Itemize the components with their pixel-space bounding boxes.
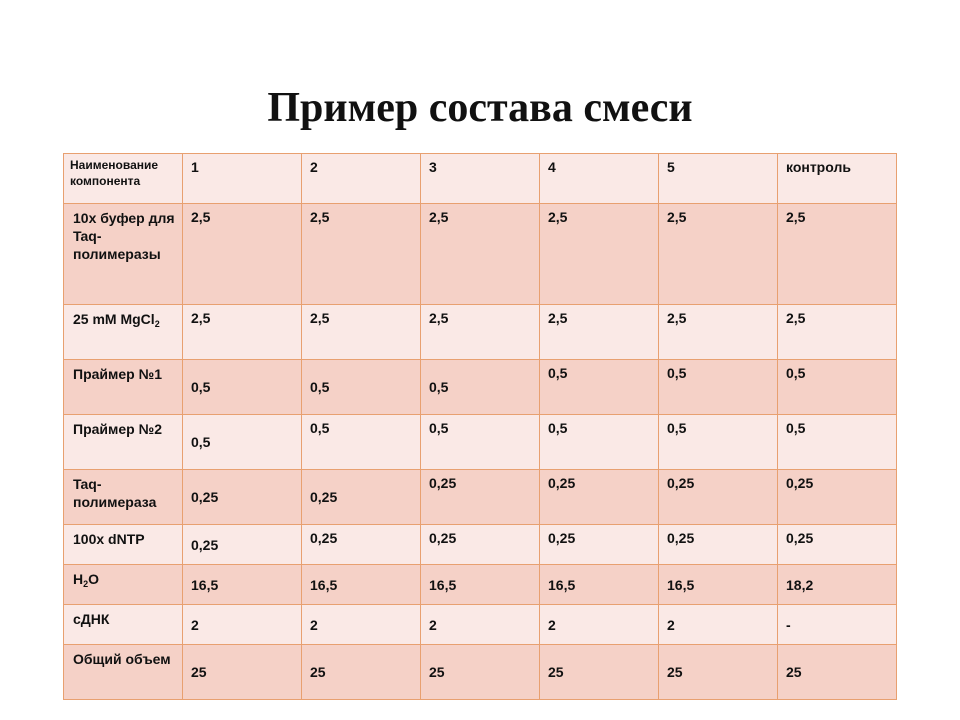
row-component: Общий объем — [64, 645, 183, 700]
table-cell: 0,25 — [183, 525, 302, 565]
table-row — [64, 360, 897, 415]
table-cell: 0,25 — [421, 470, 540, 525]
table-cell: 18,2 — [778, 565, 897, 605]
table-cell: 2 — [302, 605, 421, 645]
table-cell: 0,5 — [302, 415, 421, 470]
table-cell: 0,5 — [659, 360, 778, 415]
row-component: 10х буфер для Taq-полимеразы — [64, 204, 183, 305]
table-cell: 2,5 — [421, 204, 540, 305]
table-cell: 2,5 — [183, 305, 302, 360]
table-cell: 0,5 — [183, 415, 302, 470]
table-cell: 25 — [421, 645, 540, 700]
table-cell: 2,5 — [540, 305, 659, 360]
table-row — [64, 305, 897, 360]
table-cell: 0,25 — [659, 470, 778, 525]
table-cell: 2,5 — [421, 305, 540, 360]
table-cell: 2 — [183, 605, 302, 645]
table-cell: 2,5 — [540, 204, 659, 305]
table-cell: 0,5 — [778, 360, 897, 415]
table-cell: 0,5 — [778, 415, 897, 470]
table-cell: 0,25 — [659, 525, 778, 565]
table-cell: 2,5 — [302, 305, 421, 360]
table-cell: 0,5 — [421, 360, 540, 415]
header-cell: 2 — [302, 154, 421, 204]
table-cell: 0,5 — [421, 415, 540, 470]
table-row — [64, 525, 897, 565]
header-cell: 4 — [540, 154, 659, 204]
table-cell: 2,5 — [778, 305, 897, 360]
row-component: Праймер №2 — [64, 415, 183, 470]
table-cell: 16,5 — [540, 565, 659, 605]
table-cell: 2,5 — [659, 204, 778, 305]
table-row — [64, 605, 897, 645]
header-cell: 5 — [659, 154, 778, 204]
table-cell: 25 — [302, 645, 421, 700]
table-cell: 16,5 — [183, 565, 302, 605]
table-cell: 0,5 — [540, 415, 659, 470]
table-cell: 0,25 — [302, 525, 421, 565]
table-cell: 0,5 — [659, 415, 778, 470]
table-cell: 0,25 — [540, 525, 659, 565]
table-cell: 2 — [421, 605, 540, 645]
table-cell: 2,5 — [778, 204, 897, 305]
table-cell: 0,25 — [302, 470, 421, 525]
header-component: Наименование компонента — [64, 154, 183, 204]
table-cell: 2,5 — [302, 204, 421, 305]
table-cell: 25 — [540, 645, 659, 700]
table-cell: 0,25 — [778, 525, 897, 565]
row-component: $H_2O$ — [64, 565, 183, 605]
table-cell: 16,5 — [302, 565, 421, 605]
header-cell: контроль — [778, 154, 897, 204]
table-cell: 16,5 — [659, 565, 778, 605]
row-component: Taq-полимераза — [64, 470, 183, 525]
table-row — [64, 204, 897, 305]
table-cell: 2,5 — [659, 305, 778, 360]
row-component: 100x dNTP — [64, 525, 183, 565]
table-cell: 25 — [183, 645, 302, 700]
mixture-table — [63, 153, 897, 700]
table-cell: 0,25 — [183, 470, 302, 525]
table-cell: 0,5 — [302, 360, 421, 415]
row-component: Праймер №1 — [64, 360, 183, 415]
header-cell: 3 — [421, 154, 540, 204]
table-cell: - — [778, 605, 897, 645]
table-row — [64, 415, 897, 470]
table-cell: 2 — [540, 605, 659, 645]
row-component: сДНК — [64, 605, 183, 645]
table-cell: 0,25 — [778, 470, 897, 525]
slide-title: Пример состава смеси — [267, 85, 693, 131]
table-cell: 2,5 — [183, 204, 302, 305]
table-cell: 25 — [778, 645, 897, 700]
table-header-row — [64, 154, 897, 204]
table-cell: 0,25 — [540, 470, 659, 525]
table-row — [64, 565, 897, 605]
row-component: 25 mM MgCl$_2$ — [64, 305, 183, 360]
table-cell: 16,5 — [421, 565, 540, 605]
table-row — [64, 645, 897, 700]
table-cell: 0,25 — [421, 525, 540, 565]
header-cell: 1 — [183, 154, 302, 204]
table-cell: 0,5 — [183, 360, 302, 415]
table-row — [64, 470, 897, 525]
table-cell: 2 — [659, 605, 778, 645]
table-cell: 25 — [659, 645, 778, 700]
table-cell: 0,5 — [540, 360, 659, 415]
